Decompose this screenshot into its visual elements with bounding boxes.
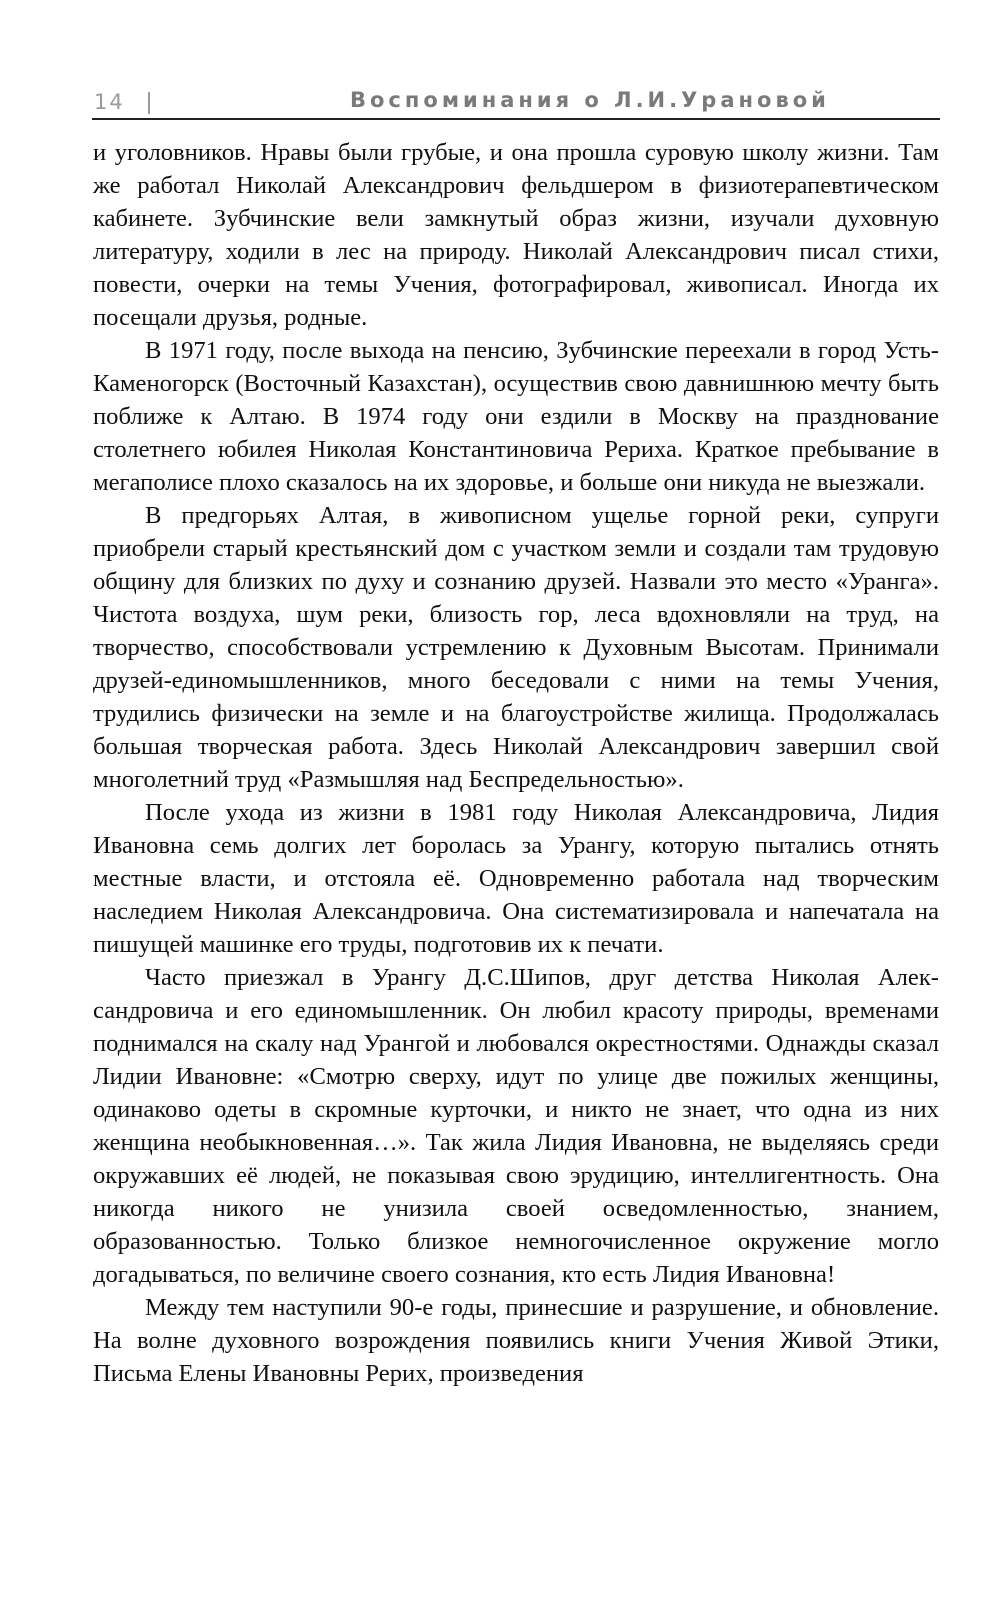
page-number: 14	[94, 90, 125, 114]
paragraph: Часто приезжал в Урангу Д.С.Шипов, друг детства Николая Александровича и его единомышленник. Он любил красоту природы, временами поднимался на скалу над Урангой и любовался окрестностями. Однажды сказал Лидии Ивановне: «Смотрю сверху, идут по улице две пожилых женщины, одинаково одеты в скромные курточки, и никто не знает, что одна из них женщина необыкновенная…». Так жила Лидия Ивановна, не выделяясь среди окружавших её людей, не показывая свою эрудицию, интеллигентность. Она никогда никого не унизила своей осведомленностью, знанием, образованностью. Только близкое немногочисленное окружение могло догадываться, по величине своего сознания, кто есть Лидия Ивановна!	[93, 964, 939, 1288]
paragraph-continuation: и уголовников. Нравы были грубые, и она прошла суровую школу жизни. Там же работал Николай Александрович фельдшером в физиотерапевтическом кабинете. Зубчинские вели замкнутый образ жизни, изучали духовную литературу, ходили в лес на природу. Николай Александрович писал стихи, повести, очерки на темы Учения, фотографировал, живописал. Иногда их посещали друзья, родные.	[93, 139, 939, 331]
running-title: Воспоминания о Л.И.Урановой	[350, 88, 830, 112]
header-separator	[148, 92, 150, 114]
paragraph: В предгорьях Алтая, в живописном ущелье горной реки, супруги приобрели старый крестьянский дом с участком земли и создали там трудовую общину для близких по духу и сознанию друзей. Назвали это место «Уранга». Чистота воздуха, шум реки, близость гор, леса вдохновляли на труд, на творчество, способствовали устремлению к Духовным Высотам. Принимали друзей-единомышленников, много беседовали с ними на темы Учения, трудились физически на земле и на благоустройстве жилища. Продолжалась большая творческая работа. Здесь Николай Александрович завершил свой многолетний труд «Размышляя над Беспредельностью».	[93, 502, 939, 793]
paragraph: В 1971 году, после выхода на пенсию, Зубчинские переехали в город Усть-Каменогорск (Восточный Казахстан), осуществив свою давнишнюю мечту быть поближе к Алтаю. В 1974 году они ездили в Москву на празднование столетнего юбилея Николая Константиновича Рериха. Краткое пребывание в мегаполисе плохо сказалось на их здоровье, и больше они никуда не выезжали.	[93, 337, 939, 496]
paragraph: Между тем наступили 90-е годы, принесшие и разрушение, и обновление. На волне духовного возрождения появились книги Учения Живой Этики, Письма Елены Ивановны Рерих, произведения	[93, 1294, 939, 1387]
paragraph: После ухода из жизни в 1981 году Николая Александровича, Лидия Ивановна семь долгих лет боролась за Урангу, которую пытались отнять местные власти, и отстояла её. Одновременно работала над творческим наследием Николая Александровича. Она систематизировала и напечатала на пишущей машинке его труды, подготовив их к печати.	[93, 799, 939, 958]
body-text	[93, 136, 939, 1390]
running-header	[92, 86, 940, 120]
